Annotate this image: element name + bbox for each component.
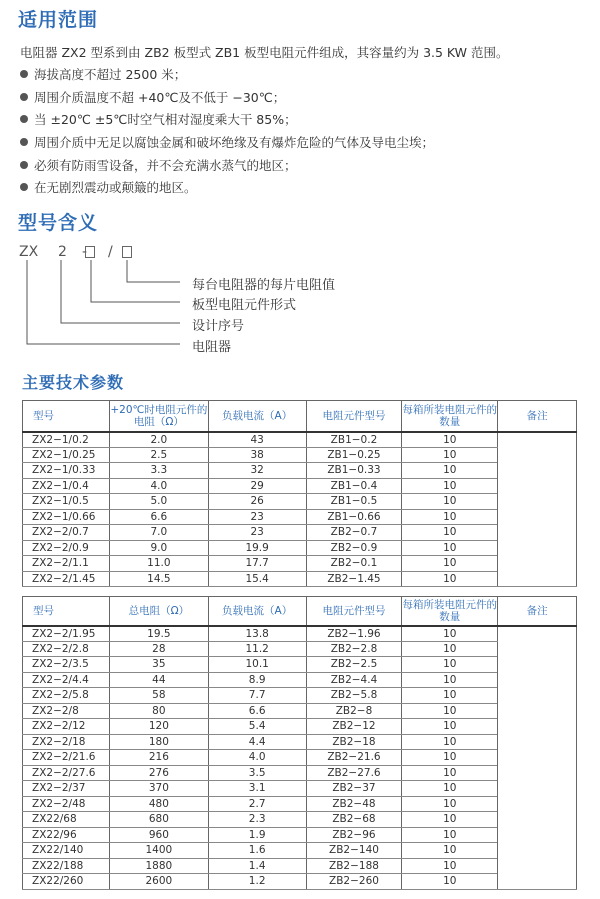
table-cell: 19.5 xyxy=(109,626,208,642)
table-cell: 480 xyxy=(109,796,208,812)
table-cell: 58 xyxy=(109,688,208,704)
model-cell: ZX2−2/8 xyxy=(23,703,110,719)
table-cell: ZB1−0.66 xyxy=(306,509,402,525)
table-cell: 1.6 xyxy=(208,843,306,859)
table-cell: ZB2−0.7 xyxy=(306,525,402,541)
table-row xyxy=(23,719,577,735)
table-row xyxy=(23,688,577,704)
table-cell: 10 xyxy=(402,765,498,781)
scope-bullet-text: 在无剧烈震动或颠簸的地区。 xyxy=(34,180,197,196)
table-cell: 32 xyxy=(208,463,306,479)
table-cell: 10 xyxy=(402,843,498,859)
table-row xyxy=(23,509,577,525)
table-cell: ZB1−0.4 xyxy=(306,478,402,494)
model-cell: ZX2−2/4.4 xyxy=(23,672,110,688)
table-cell: 10 xyxy=(402,703,498,719)
table-cell: 4.0 xyxy=(208,750,306,766)
scope-bullet-text: 必须有防雨雪设备，并不会充满水蒸气的地区； xyxy=(34,157,297,173)
table-cell: ZB2−2.5 xyxy=(306,657,402,673)
table-cell: ZB2−260 xyxy=(306,874,402,890)
model-cell: ZX2−2/48 xyxy=(23,796,110,812)
table-cell: 10 xyxy=(402,750,498,766)
model-cell: ZX2−2/5.8 xyxy=(23,688,110,704)
table-cell: 10 xyxy=(402,641,498,657)
table-cell: 120 xyxy=(109,719,208,735)
table-cell: ZB2−37 xyxy=(306,781,402,797)
table-cell: 5.4 xyxy=(208,719,306,735)
table-cell: ZB2−21.6 xyxy=(306,750,402,766)
table-row xyxy=(23,556,577,572)
table-row xyxy=(23,447,577,463)
table-cell: 29 xyxy=(208,478,306,494)
table-cell: 14.5 xyxy=(109,571,208,587)
table-row xyxy=(23,626,577,642)
table-cell: 43 xyxy=(208,432,306,448)
model-cell: ZX2−2/18 xyxy=(23,734,110,750)
column-header: 备注 xyxy=(498,597,577,626)
table-cell: 1400 xyxy=(109,843,208,859)
table-cell: ZB2−8 xyxy=(306,703,402,719)
table-cell: 10 xyxy=(402,874,498,890)
table-cell: 23 xyxy=(208,525,306,541)
table-row xyxy=(23,750,577,766)
column-header: 总电阻（Ω） xyxy=(109,597,208,626)
table-cell: 3.5 xyxy=(208,765,306,781)
table-cell: 10 xyxy=(402,688,498,704)
table-cell: ZB1−0.2 xyxy=(306,432,402,448)
table-cell: 19.9 xyxy=(208,540,306,556)
table-row xyxy=(23,478,577,494)
column-header: 负载电流（A） xyxy=(208,401,306,432)
model-cell: ZX2−2/12 xyxy=(23,719,110,735)
table-row xyxy=(23,812,577,828)
column-header: 每箱所装电阻元件的数量 xyxy=(402,597,498,626)
table-cell: 38 xyxy=(208,447,306,463)
model-cell: ZX2−1/0.33 xyxy=(23,463,110,479)
model-cell: ZX2−2/3.5 xyxy=(23,657,110,673)
table-cell: 10 xyxy=(402,494,498,510)
table-cell: 276 xyxy=(109,765,208,781)
model-cell: ZX22/188 xyxy=(23,858,110,874)
model-code-dash: - xyxy=(82,244,88,260)
table-cell: 10 xyxy=(402,734,498,750)
table-cell: 680 xyxy=(109,812,208,828)
scope-bullet-text: 周围介质中无足以腐蚀金属和破坏绝缘及有爆炸危险的气体及导电尘埃； xyxy=(34,135,435,151)
model-cell: ZX2−2/37 xyxy=(23,781,110,797)
table-cell: 10.1 xyxy=(208,657,306,673)
spec-table-1-body xyxy=(23,432,577,587)
column-header: 电阻元件型号 xyxy=(306,597,402,626)
table-row xyxy=(23,734,577,750)
model-cell: ZX2−2/1.1 xyxy=(23,556,110,572)
model-label-element-form: 板型电阻元件形式 xyxy=(192,298,297,313)
table-cell: 10 xyxy=(402,432,498,448)
spec-table-2-body xyxy=(23,626,577,890)
table-cell: 2.7 xyxy=(208,796,306,812)
model-cell: ZX2−1/0.5 xyxy=(23,494,110,510)
scope-bullet-text: 周围介质温度不超 +40℃及不低于 −30℃； xyxy=(34,89,286,105)
model-code-prefix: ZX xyxy=(19,244,39,260)
model-cell: ZX22/68 xyxy=(23,812,110,828)
table-row xyxy=(23,827,577,843)
table-cell: ZB2−188 xyxy=(306,858,402,874)
model-cell: ZX22/260 xyxy=(23,874,110,890)
table-row xyxy=(23,672,577,688)
table-cell: 1.2 xyxy=(208,874,306,890)
model-cell: ZX2−1/0.25 xyxy=(23,447,110,463)
table-cell: 10 xyxy=(402,812,498,828)
column-header: 每箱所装电阻元件的数量 xyxy=(402,401,498,432)
model-cell: ZX2−2/2.8 xyxy=(23,641,110,657)
table-cell: 10 xyxy=(402,672,498,688)
table-cell: 23 xyxy=(208,509,306,525)
table-cell: 10 xyxy=(402,657,498,673)
table-cell: 960 xyxy=(109,827,208,843)
table-cell: 10 xyxy=(402,781,498,797)
table-cell: 44 xyxy=(109,672,208,688)
table-row xyxy=(23,463,577,479)
table-cell: ZB2−96 xyxy=(306,827,402,843)
table-row xyxy=(23,432,577,448)
table-cell: 216 xyxy=(109,750,208,766)
scope-bullet-text: 海拔高度不超过 2500 米； xyxy=(34,67,187,82)
table-cell: 1.9 xyxy=(208,827,306,843)
table-cell: 10 xyxy=(402,509,498,525)
column-header: 电阻元件型号 xyxy=(306,401,402,432)
table-cell: 10 xyxy=(402,525,498,541)
notes-cell xyxy=(498,432,577,587)
column-header: +20℃时电阻元件的电阻（Ω） xyxy=(109,401,208,432)
table-cell: ZB2−1.45 xyxy=(306,571,402,587)
table-row xyxy=(23,641,577,657)
table-cell: 80 xyxy=(109,703,208,719)
table-cell: ZB2−140 xyxy=(306,843,402,859)
model-heading: 型号含义 xyxy=(18,212,99,234)
model-cell: ZX2−2/27.6 xyxy=(23,765,110,781)
table-cell: ZB2−4.4 xyxy=(306,672,402,688)
scope-intro: 电阻器 ZX2 型系到由 ZB2 板型式 ZB1 板型电阻元件组成，其容量约为 3.5 KW 范围。 xyxy=(20,45,509,60)
table-cell: 3.3 xyxy=(109,463,208,479)
table-cell: ZB2−48 xyxy=(306,796,402,812)
table-cell: 13.8 xyxy=(208,626,306,642)
scope-bullet-text: 当 ±20℃ ±5℃时空气相对湿度乘大干 85%； xyxy=(34,112,297,128)
table-cell: 15.4 xyxy=(208,571,306,587)
table-cell: 8.9 xyxy=(208,672,306,688)
column-header: 负载电流（A） xyxy=(208,597,306,626)
model-code-series: 2 xyxy=(58,244,67,260)
table-cell: 10 xyxy=(402,796,498,812)
table-row xyxy=(23,781,577,797)
table-row xyxy=(23,796,577,812)
spec-table-2 xyxy=(22,596,577,890)
model-code-slash: / xyxy=(108,244,113,260)
table-cell: ZB2−12 xyxy=(306,719,402,735)
table-cell: 35 xyxy=(109,657,208,673)
table-cell: ZB2−1.96 xyxy=(306,626,402,642)
table-cell: 17.7 xyxy=(208,556,306,572)
table-row xyxy=(23,525,577,541)
table-cell: 10 xyxy=(402,858,498,874)
table-cell: ZB2−2.8 xyxy=(306,641,402,657)
table-cell: 1.4 xyxy=(208,858,306,874)
table-cell: ZB2−0.1 xyxy=(306,556,402,572)
model-cell: ZX2−2/1.45 xyxy=(23,571,110,587)
table-cell: 6.6 xyxy=(109,509,208,525)
table-cell: 9.0 xyxy=(109,540,208,556)
table-cell: 10 xyxy=(402,556,498,572)
model-cell: ZX2−2/21.6 xyxy=(23,750,110,766)
table-cell: ZB1−0.25 xyxy=(306,447,402,463)
model-cell: ZX2−2/1.95 xyxy=(23,626,110,642)
model-label-resistor: 电阻器 xyxy=(192,340,232,355)
table-cell: 10 xyxy=(402,463,498,479)
table-cell: 370 xyxy=(109,781,208,797)
table-cell: 10 xyxy=(402,626,498,642)
model-cell: ZX2−1/0.66 xyxy=(23,509,110,525)
notes-cell xyxy=(498,626,577,890)
table-row xyxy=(23,494,577,510)
table-cell: ZB2−5.8 xyxy=(306,688,402,704)
table-cell: 2.3 xyxy=(208,812,306,828)
table-cell: ZB2−68 xyxy=(306,812,402,828)
table-row xyxy=(23,703,577,719)
table-cell: 4.4 xyxy=(208,734,306,750)
table-cell: 180 xyxy=(109,734,208,750)
model-label-resistance: 每台电阻器的每片电阻值 xyxy=(192,278,336,293)
table-row xyxy=(23,540,577,556)
table-cell: 6.6 xyxy=(208,703,306,719)
model-cell: ZX2−1/0.4 xyxy=(23,478,110,494)
column-header: 型号 xyxy=(23,401,110,432)
table-row xyxy=(23,657,577,673)
table-cell: 28 xyxy=(109,641,208,657)
table-cell: 7.7 xyxy=(208,688,306,704)
params-heading: 主要技术参数 xyxy=(22,373,125,392)
table-cell: ZB2−0.9 xyxy=(306,540,402,556)
model-cell: ZX22/140 xyxy=(23,843,110,859)
table-cell: 10 xyxy=(402,540,498,556)
table-cell: ZB2−27.6 xyxy=(306,765,402,781)
column-header: 型号 xyxy=(23,597,110,626)
model-label-design-no: 设计序号 xyxy=(192,319,245,334)
table-cell: 1880 xyxy=(109,858,208,874)
spec-table-1 xyxy=(22,400,577,587)
table-cell: 5.0 xyxy=(109,494,208,510)
table-cell: 10 xyxy=(402,447,498,463)
table-cell: 10 xyxy=(402,827,498,843)
column-header: 备注 xyxy=(498,401,577,432)
table-cell: 3.1 xyxy=(208,781,306,797)
table-cell: 10 xyxy=(402,719,498,735)
model-cell: ZX2−2/0.7 xyxy=(23,525,110,541)
table-row xyxy=(23,571,577,587)
table-cell: 4.0 xyxy=(109,478,208,494)
table-cell: ZB2−18 xyxy=(306,734,402,750)
table-row xyxy=(23,765,577,781)
model-cell: ZX2−2/0.9 xyxy=(23,540,110,556)
scope-heading: 适用范围 xyxy=(18,9,99,31)
table-cell: 10 xyxy=(402,571,498,587)
table-cell: ZB1−0.5 xyxy=(306,494,402,510)
model-cell: ZX22/96 xyxy=(23,827,110,843)
table-cell: 11.2 xyxy=(208,641,306,657)
table-cell: 26 xyxy=(208,494,306,510)
model-cell: ZX2−1/0.2 xyxy=(23,432,110,448)
table-row xyxy=(23,874,577,890)
table-cell: 2600 xyxy=(109,874,208,890)
table-row xyxy=(23,858,577,874)
table-cell: 2.5 xyxy=(109,447,208,463)
table-cell: 11.0 xyxy=(109,556,208,572)
table-row xyxy=(23,843,577,859)
table-cell: 2.0 xyxy=(109,432,208,448)
table-cell: 10 xyxy=(402,478,498,494)
table-cell: 7.0 xyxy=(109,525,208,541)
table-cell: ZB1−0.33 xyxy=(306,463,402,479)
